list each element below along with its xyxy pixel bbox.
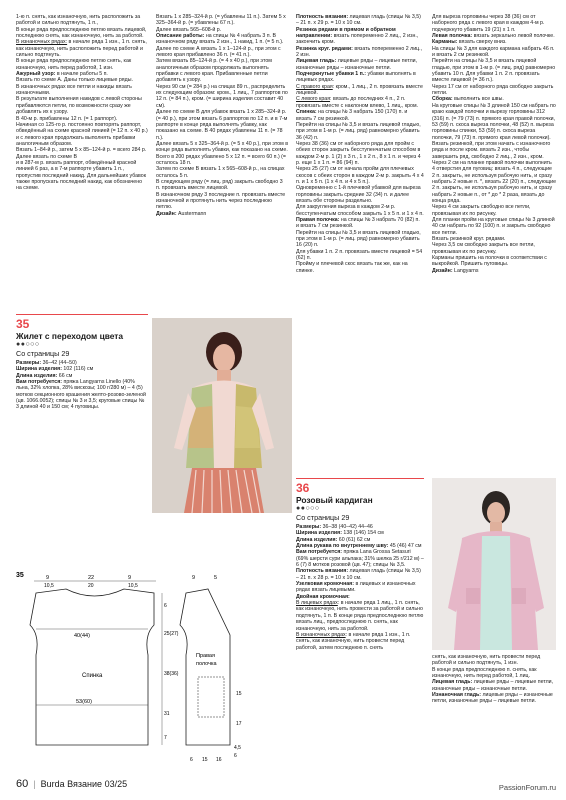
col1-para (16, 122, 148, 147)
col1-para (16, 96, 148, 115)
magazine-brand: Burda Вязание (40, 779, 103, 789)
col3-para: Плотность вязания: лицевая гладь (спицы № 3,5) – 21 п. x 29 р. = 10 x 10 см. (296, 14, 421, 27)
pattern-35-specs (16, 360, 148, 411)
col3-top (296, 14, 424, 274)
label-front-2: полочка (196, 661, 217, 667)
col2-text: Далее по схеме В для убавок вязать 1 x 285–324-й р. (= 40 р.), при этом вязать 6 раппортов по 12 п. и в 7-м раппорте в конце ряда выполнять убавку, как показано на схеме. В 40 рядах убавлены 11 п. (= 78 п.). (156, 109, 288, 141)
dim-top-2: 22 (88, 575, 95, 581)
side-4: 31 (164, 711, 170, 717)
col2-para: Дизайн: Austermann (156, 210, 207, 217)
col2-heading: Дизайн: (156, 210, 177, 217)
front-dim-4: 6 (234, 753, 237, 759)
col1-para: Ажурный узор: в начале работы 5 п. (16, 71, 108, 78)
col4-heading: Дизайн: (432, 267, 453, 274)
col2-text: Далее вязать 5 x 325–364-й р. (= 5 x 40 р.), при этом в конце ряда выполнять убавки, как показано на схеме. Всего в 200 рядах убавлено 5 x 12 п. = всего 60 п.) (= осталось 18 п. (156, 140, 289, 166)
col2-para (156, 58, 288, 83)
label-back: Спинка (82, 673, 103, 679)
pattern-36-from: Со страницы 29 (296, 513, 350, 522)
col4-para: Карманы: вязать сверху вниз. (432, 39, 507, 46)
col4-text: Через 4 см закрыть свободно все петли, провязывая их по рисунку. (432, 204, 531, 217)
col4-text: Через 2 см на планке правой полочки выполнить 4 отверстия для пуговиц: вязать 4 п., следующие 2 п. закрыть, не используя рабочую нить, и сразу набрать 2 новые п. *, вязать 22 (20) п., следующие 2 п. закрыть, не используя рабочую нить, и сразу набрать 2 новые п., от * до * 2 раза, вязать до конца ряда. (432, 159, 556, 204)
p35-spec-heading: Вам потребуется: (16, 379, 63, 386)
col4-para (432, 141, 556, 160)
col3-text: С левого края (296, 96, 331, 103)
col1-text: В изнаночных рядах все петли и накиды вязать изнаночными. (16, 83, 132, 97)
col4-para: Дизайн: Langyarns (432, 267, 479, 274)
col4-text: Для планки пройм на круговые спицы № 3 длиной 40 см набрать по 92 (100) п. и закрыть свободно все петли. (432, 217, 555, 236)
col4-text: Для выреза горловины через 38 (36) см от наборного ряда с левого края в каждом 4-м р. подчеркнуто убавить 19 (21) x 1 п. (432, 14, 545, 33)
col2-para (156, 192, 288, 211)
col3-text: С правого края (296, 83, 333, 90)
p35-spec-heading: Длина изделия: (16, 372, 58, 379)
col2-para (156, 84, 288, 109)
p36-spec-para: Ширина изделия: 138 (146) 154 см (296, 530, 384, 537)
col4-para (432, 217, 556, 236)
col2-text: Затем по схеме В вязать 1 x 565–608-й р., на спицах осталось 5 п. (156, 166, 285, 179)
col3-text: Перейти на спицы № 3,5 и вязать лицевой гладью, при этом в 1-м р. (= лиц. ряд) равномерно убавить 36 (42) п. (296, 121, 421, 141)
col4b-para (432, 654, 556, 667)
col1-para (16, 84, 148, 97)
col1-text: и в 287-м р. вязать раппорт, обведённый красной линией 6 раз, а в 7-м раппорте убавить 1 п., пропустив последний накид. Для дальнейших убавок также пропускать последний накид, как обозначено на схеме. (16, 159, 146, 192)
col1-heading: Ажурный узор: (16, 71, 56, 78)
col3-para: С левого края: вязать до последних 4 п., 2 п. провязать вместе с наклоном влево, 1 лиц., кром. (296, 96, 419, 109)
col4b-para: Лицевая гладь: лицевые ряды – лицевые петли, изнаночные ряды – изнаночные петли. (432, 679, 554, 692)
col4b-text: снять, как изнаночную, нить провести перед работой и сильно подтянуть, 1 изн. (432, 654, 541, 667)
col4-text: Через 3,5 см свободно закрыть все петли, провязывая их по рисунку. (432, 242, 535, 255)
dim-top-1: 9 (46, 575, 50, 581)
pattern-36-block (296, 478, 424, 651)
col1-text: 1-ю п. снять, как изнаночную, нить расположить за работой и сильно подтянуть, 1 п., (16, 14, 141, 27)
col3-para (296, 166, 424, 185)
front-dim-1: 17 (236, 721, 242, 727)
p35-spec-para: Длина изделия: 66 см (16, 372, 73, 379)
col1-text: Начиная со 125-го р. постоянно повторять раппорт, обведённый на схеме красной линией (= 12 п. x 40 р.) и с левого края продолжать выполнять прибавки аналогичным образом. (16, 121, 148, 147)
col1-para (16, 14, 148, 27)
col4-bottom (432, 654, 556, 705)
col1-para (16, 160, 148, 192)
col2-text: Вязать 1 x 285–324-й р. (= убавлены 11 п.). Затем 5 x 325–364-й р. (= убавлены 67 п.). (156, 14, 286, 27)
col3-heading: Правая полочка: (296, 217, 340, 223)
col2-heading: Описание работы: (156, 33, 205, 40)
col3-heading: Резинка рядами в прямом и обратном направлении: (296, 26, 396, 40)
col4-para (432, 58, 556, 83)
label-front-1: Правая (196, 653, 215, 659)
col1-text: В конце ряда предпоследнюю петлю снять, как изнаночную, нить перед работой, 1 изн. (16, 58, 132, 71)
p36-spec-heading: Двойная кромочная: (296, 593, 350, 600)
p36-spec-para: Длина изделия: 60 (61) 62 см (296, 536, 371, 543)
pattern-35-from: Со страницы 29 (16, 349, 70, 358)
col2-para (156, 179, 288, 192)
col4b-para (432, 667, 556, 680)
p36-spec-para: В изнаночных рядах: в начале ряда 1 изн., 1 п. снять, как изнаночную, нить провести перед работой, затем последнюю п. снять (296, 631, 411, 651)
difficulty-dots-36: ●●○○○ (296, 505, 320, 512)
col3-text: Одновременно с 1-й плечевой убавкой для выреза горловины закрыть средние 32 (34) п. и далее вязать обе стороны раздельно. (296, 185, 421, 204)
pattern-35-number: 35 (16, 317, 30, 331)
col3-para: Лицевая гладь: лицевые ряды – лицевые петли, изнаночные ряды – изнаночные петли. (296, 58, 418, 71)
col4-text: Через 17 см от наборного ряда свободно закрыть петли. (432, 83, 554, 97)
page-number: 60 (16, 778, 29, 790)
separator-35 (16, 314, 148, 315)
pattern-36-number: 36 (296, 481, 310, 495)
col1-top (16, 14, 148, 192)
dim-front-top2: 5 (214, 575, 218, 581)
front-bottom-1: 6 (190, 757, 193, 763)
col3-para: Резинка круг. рядами: вязать попеременно 2 лиц., 2 изн. (296, 45, 423, 59)
p35-spec-heading: Размеры: (16, 360, 42, 366)
col1-para (16, 27, 148, 40)
col1-text: В 40-м р. прибавлены 12 п. (= 1 раппорт). (16, 115, 118, 122)
photo-pattern-35 (152, 318, 292, 513)
col3-text: Для убавки 1 п. 2 п. провязать вместе лицевой = 54 (62) п. (296, 248, 423, 262)
col1-text: В изнаночных рядах: (16, 39, 68, 46)
p36-spec-heading: Ширина изделия: (296, 530, 342, 537)
col4b-text: В конце ряда предпоследнюю п. снять, как изнаночную, нить перед работой, 1 лиц. (432, 666, 537, 680)
col3-para: Правая полочка: на спицы № 3 набрать 70 (82) п. и вязать 7 см резинкой. (296, 217, 420, 230)
col3-text: Через 38 (36) см от наборного ряда для пройм с обеих сторон закрыть бесступенчатым способом в каждом 2-м р. 1 (2) x 3 п., 1 x 2 п., 8 x 1 п. и через 4 р. еще 1 x 1 п. = 86 (94) п. (296, 140, 421, 166)
p36-spec-heading: Вам потребуется: (296, 549, 343, 556)
photo-pattern-36 (432, 478, 556, 650)
pattern-35-header (16, 314, 148, 411)
pattern-36-title: Розовый кардиган (296, 495, 373, 505)
p36-spec-para: Узелковая кромочная: в лицевых и изнаночных рядах вязать лицевыми. (296, 581, 416, 594)
separator-36 (296, 478, 424, 479)
col3-text: Перейти на спицы № 3,5 и вязать лицевой гладью, при этом в 1-м р. (= лиц. ряд) равномерно убавить 16 (20) п. (296, 229, 421, 249)
col3-para (296, 261, 424, 274)
col2-text: Далее вязать 565–608-й р. (156, 26, 222, 33)
col1-para: В изнаночных рядах: в начале ряда 1 изн., 1 п. снять, как изнаночную, нить расположить перед работой и сильно подтянуть. (16, 39, 147, 59)
col1-text: В конце ряда предпоследнюю петлю вязать лицевой, последнюю снять, как изнаночную, нить за работой. (16, 26, 147, 40)
col1-text: Вязать 1–84-й р., затем 5 x 85–124-й р. = всего 284 р. (16, 147, 147, 154)
diagram-35-number: 35 (16, 572, 24, 579)
side-2: 25(27) (164, 631, 179, 637)
issue-number: 03/25 (104, 779, 128, 789)
col4-text: Вязать резинкой, при этом начать с изнаночного ряда и после кром. вязать 2 изн., чтобы завершить ряд, свободно 2 лиц., 2 изн., кром. (432, 140, 551, 160)
front-bottom-2: 15 (202, 757, 208, 763)
col3-para (296, 185, 424, 204)
col3-heading: Лицевая гладь: (296, 58, 337, 65)
col2-para (156, 14, 288, 27)
dim-top2-1: 10,5 (44, 583, 54, 589)
col2-text: В следующем ряду (= лиц. ряд) закрыть свободно 3 п. провязать вместе лицевой. (156, 178, 283, 192)
col2-text: Затем вязать 85–124-й р. (= 4 x 40 р.), при этом аналогичным образом продолжать выполнять прибавки с левого края. Прибавленные петли добавлять к узору. (156, 58, 272, 84)
col2-para: Описание работы: на спицы № 4 набрать 3 п. В изнаночном ряду вязать 2 изн., 1 накид, 1 п. (= 5 п.). (156, 33, 284, 46)
col3-heading: Плотность вязания: (296, 14, 349, 20)
p36-spec-para: Длина рукава по внутреннему шву: 45 (46) 47 см (296, 543, 422, 550)
col2-para (156, 46, 288, 59)
col3-heading: Спинка: (296, 109, 317, 116)
p35-spec-para: Вам потребуется: пряжа Langyarns Linello (40% льна, 32% хлопка, 28% вискозы; 100 г/280 м) – 4 (5) мотков секционного крашения желто-розово-зеленой (цв. 1066.0052); спицы № 3 и 3,5; круговые спицы № 3 длиной 40 и 150 см; 4 пуговицы. (16, 379, 146, 411)
col3-para: Подчеркнутые убавки 1 п.: убавки выполнять в лицевых рядах. (296, 71, 416, 84)
col2-text: В изнаночном ряду 3 последние п. провязать вместе изнаночной и протянуть нить через последнюю петлю. (156, 191, 286, 211)
p35-spec-para: Ширина изделия: 102 (116) см (16, 366, 94, 373)
front-dim-2: 15 (236, 691, 242, 697)
col4-para (432, 46, 556, 59)
page-footer: 60 | Burda Вязание 03/25 (16, 778, 128, 790)
col4-para (432, 103, 556, 141)
col4-para (432, 255, 556, 268)
p36-spec-para: В лицевых рядах: в начале ряда 1 лиц., 1 п. снять, как изнаночную, нить провести за работой и сильно подтянуть, 1 п. В конце ряда предпоследнюю петлю вязать лиц., предпоследнюю п. снять, как изнаночную, нить за работой. (296, 600, 424, 632)
col4-para (432, 14, 556, 33)
col2-text: Далее по схеме А вязать 1 x 1–124-й р., при этом с левого края прибавлено 36 п. (= 41 п.). (156, 45, 281, 59)
pattern-35-title: Жилет с переходом цвета (16, 331, 124, 341)
col4-text: Карманы пришить на полочки в соответствии с выкройкой. Пришить пуговицы. (432, 255, 547, 268)
dim-bottom: 53(60) (76, 699, 92, 705)
col2-text: Через 90 см (= 284 р.) на спицах 89 п., распределить их следующим образом: кром., 1 лиц., 7 раппортов по 12 п. (= 84 п.), кром. (= ширина изделия составит 40 см). (156, 83, 288, 109)
p35-spec-heading: Ширина изделия: (16, 366, 62, 373)
col2-top (156, 14, 288, 217)
col4-para (432, 242, 556, 255)
col3-para: Спинка: на спицы № 3 набрать 150 (170) п. и вязать 7 см резинкой. (296, 109, 408, 122)
col4-para (432, 160, 556, 204)
p36-spec-heading: Длина изделия: (296, 536, 338, 543)
col1-para (16, 58, 148, 71)
col1-text: Вязать по схеме А. Даны только лицевые ряды. (16, 77, 133, 84)
col4b-heading: Изнаночная гладь: (432, 692, 482, 699)
p36-spec-heading: Узелковая кромочная: (296, 581, 354, 588)
col3-heading: Резинка круг. рядами: (296, 45, 353, 52)
col2-para (156, 109, 288, 141)
side-5: 7 (164, 735, 167, 741)
diagram-35 (16, 565, 294, 765)
dim-top-3: 9 (128, 575, 132, 581)
p36-spec-heading: Длина рукава по внутреннему шву: (296, 543, 389, 550)
col3-text: Через 25 (27) см от начала пройм для плечевых скосов с обеих сторон в каждом 2-м р. закрыть 4 x 4 п. и 1 x 5 п. (1 x 4 п. и 4 x 5 п.). (296, 166, 424, 185)
p36-spec-para: Плотность вязания: лицевая гладь (спицы № 3,5) – 21 п. x 28 р. = 10 x 10 см. (296, 568, 421, 581)
dim-mid: 40(44) (74, 633, 90, 639)
col3-para (296, 249, 424, 262)
dim-front-top1: 9 (192, 575, 196, 581)
col4-text: На спицы № 3 для каждого кармана набрать 46 п. и вязать 2 см резинкой. (432, 45, 555, 59)
col3-para: С правого края: кром., 1 лиц., 2 п. провязать вместе лицевой. (296, 83, 423, 97)
pattern-36-specs (296, 524, 424, 651)
col2-para (156, 141, 288, 166)
col3-text: Для закругления выреза в каждом 2-м р. бесступенчатым способом закрыть 1 x 5 п. и 1 x 4 п. (296, 204, 424, 217)
col3-text: Пройму и плечевой скос вязать так же, как на спинке. (296, 261, 408, 274)
col3-para (296, 141, 424, 166)
p36-spec-para: Размеры: 36–38 (40–42) 44–46 (296, 524, 373, 530)
front-dim-3: 4,5 (234, 745, 241, 751)
col4-text: Перейти на спицы № 3,5 и вязать лицевой гладью, при этом в 1-м р. (= лиц. ряд) равномерно убавить 10 п. Для убавки 1 п. 2 п. провязать вместе лицевой (= 36 п.). (432, 58, 556, 84)
dim-top2-2: 20 (88, 583, 94, 589)
dim-top2-3: 10,5 (128, 583, 138, 589)
col4-para: Левая полочка: вязать зеркально левой полочке. (432, 33, 555, 40)
watermark: PassionForum.ru (498, 783, 556, 792)
p35-spec-para: Размеры: 36–42 (44–50) (16, 360, 77, 366)
col4-heading: Карманы: (432, 39, 458, 46)
col4-para (432, 84, 556, 97)
col3-heading: Подчеркнутые убавки 1 п.: (296, 71, 367, 78)
p36-spec-text: В изнаночных рядах (296, 631, 346, 638)
p36-spec-para: Вам потребуется: пряжа Lana Grossa Setasuri (69% шерсти сури альпака; 31% шелка 25 г/212 м) – 6 (7) 8 мотков розовой (цв. 47); спицы № 3,5. (296, 549, 424, 569)
col4-heading: Левая полочка: (432, 33, 473, 40)
col4-heading: Сборка: (432, 96, 453, 103)
side-3: 38(36) (164, 671, 179, 677)
col4-text: На круговые спицы № 3 длиной 150 см набрать по краю каждой полочки и вырезу горловины 312 (316) п. (= 79 (73) п. прямого края правой полочки, 53 (59) п. скоса выреза полочки, 48 (52) п. выреза горловины спинки, 53 (59) п. скоса выреза полочки, 79 (73) п. прямого края левой полочки). (432, 102, 556, 141)
side-1: 6 (164, 603, 167, 609)
col4-text: Вязать резинкой круг. рядами. (432, 236, 506, 243)
col2-para (156, 166, 288, 179)
col1-text: Далее вязать по схеме В (16, 153, 78, 160)
col3-para (296, 230, 424, 249)
col4b-heading: Лицевая гладь: (432, 679, 473, 686)
col4-para: Сборка: выполнить все швы. (432, 96, 504, 103)
col4-top (432, 14, 556, 274)
col4-para (432, 204, 556, 217)
p36-spec-heading: Плотность вязания: (296, 568, 349, 575)
front-bottom-3: 16 (216, 757, 222, 763)
col3-para (296, 122, 424, 141)
p36-spec-heading: Размеры: (296, 524, 322, 530)
col1-text: В результате выполнения накидов с левой стороны прибавляются петли, по возможности сразу же добавлять их к узору. (16, 96, 142, 116)
col3-para (296, 204, 424, 217)
col4b-para: Изнаночная гладь: лицевые ряды – изнаночные петли, изнаночные ряды – лицевые петли. (432, 692, 553, 705)
p36-spec-text: В лицевых рядах (296, 600, 338, 607)
col3-para: Резинка рядами в прямом и обратном направлении: вязать попеременно 2 лиц., 2 изн., закончить кром. (296, 26, 419, 46)
difficulty-dots-35: ●●○○○ (16, 341, 40, 348)
